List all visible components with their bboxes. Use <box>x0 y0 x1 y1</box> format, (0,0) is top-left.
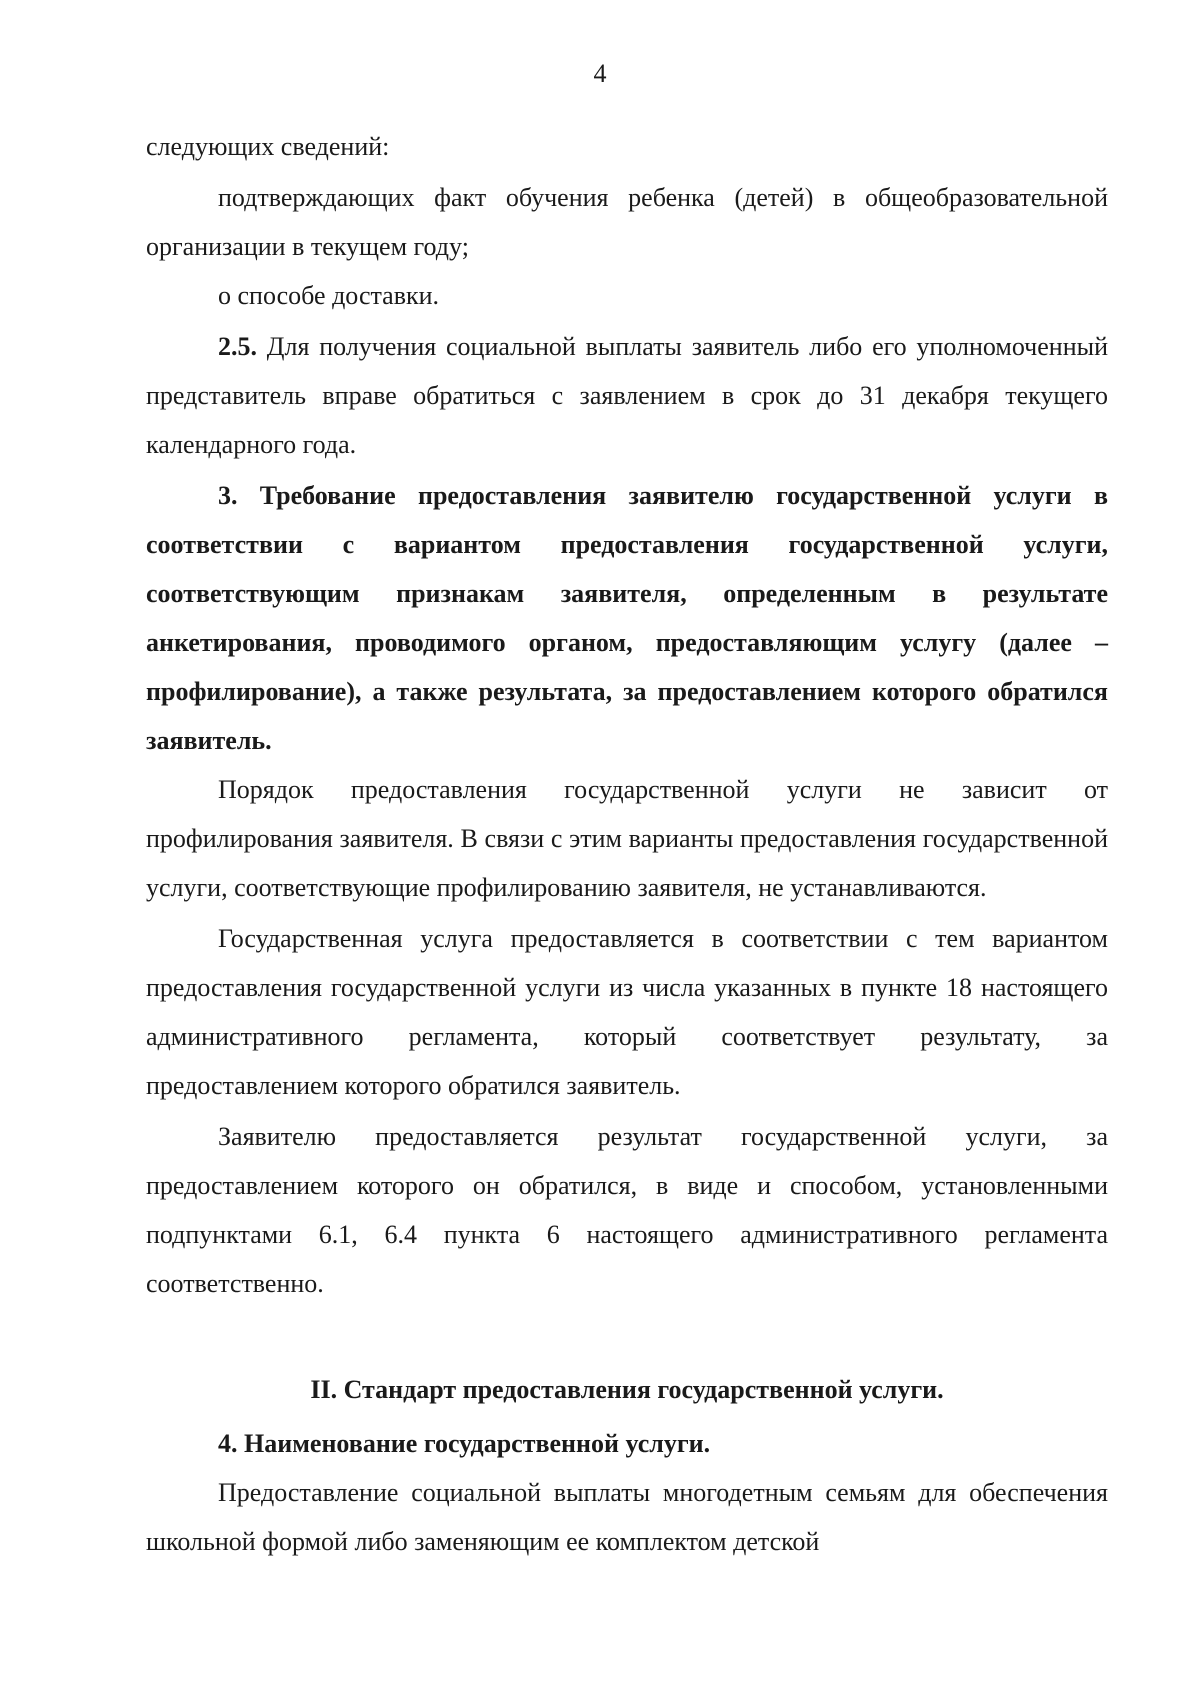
paragraph-procedure: Порядок предоставления государственной услуги не зависит от профилирования заявителя. В связи с этим варианты предоставления государственной услуги, соответствующие профилированию заявителя, не устанавливаются. <box>146 775 1108 902</box>
page-number: 4 <box>593 59 607 88</box>
paragraph-variant: Государственная услуга предоставляется в соответствии с тем вариантом предоставления государственной услуги из числа указанных в пункте 18 настоящего административного регламента, который соответствует результату, за предоставлением которого обратился заявитель. <box>146 924 1108 1100</box>
paragraph-result: Заявителю предоставляется результат государственной услуги, за предоставлением которого он обратился, в виде и способом, установленными подпунктами 6.1, 6.4 пункта 6 настоящего административного регламента соответственно. <box>146 1122 1108 1298</box>
paragraph-continuation: следующих сведений: <box>146 132 390 161</box>
paragraph-service-name: Предоставление социальной выплаты многодетным семьям для обеспечения школьной формой либо заменяющим ее комплектом детской <box>146 1478 1108 1556</box>
clause-number: 2.5. <box>218 332 257 361</box>
paragraph-delivery-method: о способе доставки. <box>218 281 440 310</box>
section-title: II. Стандарт предоставления государственной услуги. <box>310 1375 944 1404</box>
subsection-title: 4. Наименование государственной услуги. <box>218 1429 711 1458</box>
paragraph-3-heading: 3. Требование предоставления заявителю государственной услуги в соответствии с вариантом предоставления государственной услуги, соответствующим признакам заявителя, определенным в результате анкетирования, проводимого органом, предоставляющим услугу (далее – профилирование), а также результата, за предоставлением которого обратился заявитель. <box>146 481 1108 755</box>
paragraph-2-5 <box>146 322 1108 469</box>
paragraph-education-fact: подтверждающих факт обучения ребенка (детей) в общеобразовательной организации в текущем году; <box>146 183 1108 261</box>
document-body <box>146 122 1108 1566</box>
clause-text: Для получения социальной выплаты заявитель либо его уполномоченный представитель вправе обратиться с заявлением в срок до 31 декабря текущего календарного года. <box>146 332 1108 459</box>
